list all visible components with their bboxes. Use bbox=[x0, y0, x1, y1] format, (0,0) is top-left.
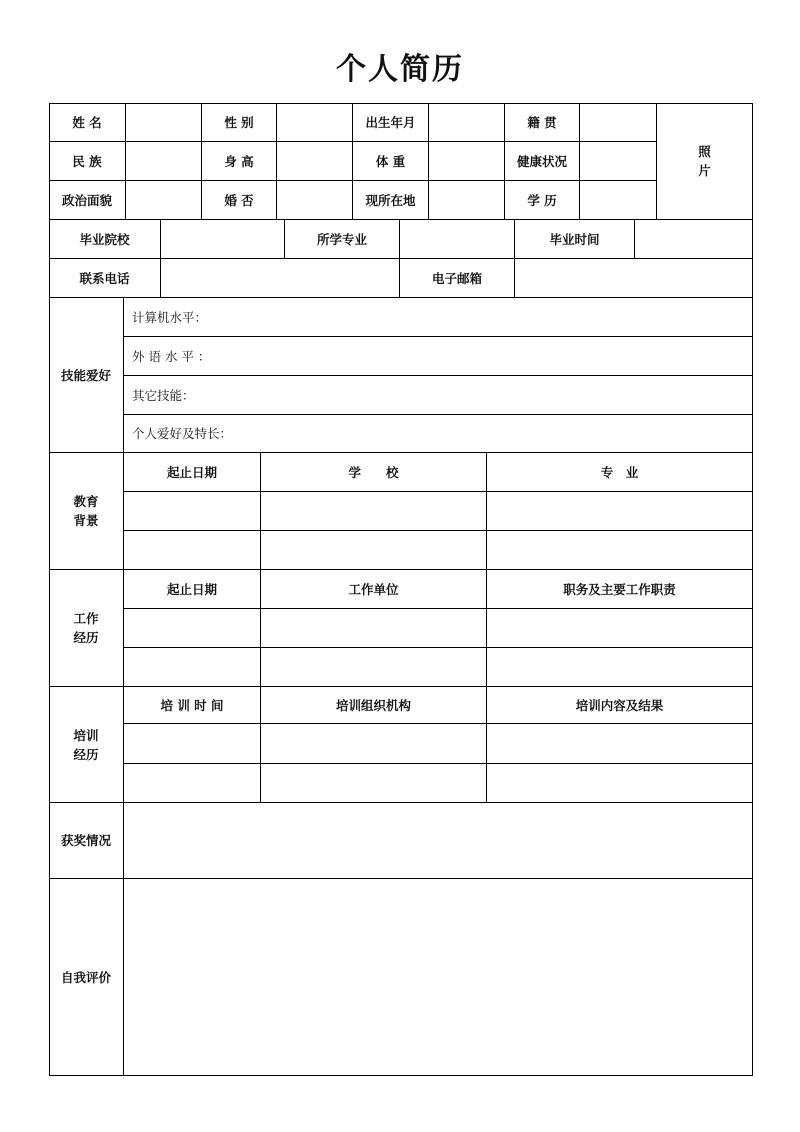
field-degree[interactable] bbox=[580, 181, 657, 220]
field-height[interactable] bbox=[277, 142, 353, 181]
work-cell[interactable] bbox=[261, 609, 487, 648]
field-origin[interactable] bbox=[580, 103, 657, 142]
train-col-result: 培训内容及结果 bbox=[487, 687, 753, 724]
field-phone[interactable] bbox=[161, 259, 400, 298]
label-birth: 出生年月 bbox=[353, 103, 429, 142]
edu-cell[interactable] bbox=[487, 531, 753, 570]
photo-box[interactable] bbox=[657, 103, 753, 220]
label-school: 毕业院校 bbox=[49, 220, 161, 259]
education-label-2: 背景 bbox=[73, 513, 99, 528]
skill-hobby[interactable]: 个人爱好及特长： bbox=[124, 415, 753, 453]
field-major[interactable] bbox=[400, 220, 515, 259]
work-cell[interactable] bbox=[261, 648, 487, 687]
work-label-1: 工作 bbox=[73, 611, 99, 626]
work-label-2: 经历 bbox=[73, 630, 99, 645]
label-self-eval: 自我评价 bbox=[49, 879, 124, 1076]
work-cell[interactable] bbox=[487, 609, 753, 648]
edu-cell[interactable] bbox=[124, 492, 261, 531]
education-label-1: 教育 bbox=[73, 494, 99, 509]
field-email[interactable] bbox=[515, 259, 753, 298]
label-training bbox=[49, 687, 124, 803]
field-gender[interactable] bbox=[277, 103, 353, 142]
page-title: 个人简历 bbox=[336, 52, 464, 87]
label-grad-time: 毕业时间 bbox=[515, 220, 635, 259]
skill-other[interactable]: 其它技能： bbox=[124, 376, 753, 415]
field-school[interactable] bbox=[161, 220, 285, 259]
label-weight: 体 重 bbox=[353, 142, 429, 181]
field-grad-time[interactable] bbox=[635, 220, 753, 259]
label-health: 健康状况 bbox=[505, 142, 580, 181]
label-major: 所学专业 bbox=[285, 220, 400, 259]
field-ethnic[interactable] bbox=[126, 142, 202, 181]
edu-cell[interactable] bbox=[124, 531, 261, 570]
work-col-duty: 职务及主要工作职责 bbox=[487, 570, 753, 609]
train-cell[interactable] bbox=[487, 724, 753, 764]
field-weight[interactable] bbox=[429, 142, 505, 181]
photo-label-2: 片 bbox=[698, 163, 711, 178]
field-location[interactable] bbox=[429, 181, 505, 220]
train-cell[interactable] bbox=[261, 764, 487, 803]
photo-label-1: 照 bbox=[698, 144, 711, 159]
label-work bbox=[49, 570, 124, 687]
edu-cell[interactable] bbox=[261, 492, 487, 531]
field-self-eval[interactable] bbox=[124, 879, 753, 1076]
label-email: 电子邮箱 bbox=[400, 259, 515, 298]
train-col-time: 培 训 时 间 bbox=[124, 687, 261, 724]
train-cell[interactable] bbox=[261, 724, 487, 764]
edu-col-major: 专 业 bbox=[487, 453, 753, 492]
label-degree: 学 历 bbox=[505, 181, 580, 220]
edu-col-date: 起止日期 bbox=[124, 453, 261, 492]
field-birth[interactable] bbox=[429, 103, 505, 142]
label-married: 婚 否 bbox=[202, 181, 277, 220]
label-height: 身 高 bbox=[202, 142, 277, 181]
train-cell[interactable] bbox=[124, 764, 261, 803]
field-politics[interactable] bbox=[126, 181, 202, 220]
train-col-org: 培训组织机构 bbox=[261, 687, 487, 724]
work-cell[interactable] bbox=[124, 648, 261, 687]
field-married[interactable] bbox=[277, 181, 353, 220]
label-awards: 获奖情况 bbox=[49, 803, 124, 879]
edu-cell[interactable] bbox=[261, 531, 487, 570]
training-label-1: 培训 bbox=[73, 727, 99, 743]
label-location: 现所在地 bbox=[353, 181, 429, 220]
label-skills: 技能爱好 bbox=[49, 298, 124, 453]
work-col-date: 起止日期 bbox=[124, 570, 261, 609]
field-name[interactable] bbox=[126, 103, 202, 142]
label-ethnic: 民 族 bbox=[49, 142, 126, 181]
work-cell[interactable] bbox=[487, 648, 753, 687]
label-politics: 政治面貌 bbox=[49, 181, 126, 220]
edu-col-school: 学 校 bbox=[261, 453, 487, 492]
work-col-company: 工作单位 bbox=[261, 570, 487, 609]
work-cell[interactable] bbox=[124, 609, 261, 648]
label-gender: 性 别 bbox=[202, 103, 277, 142]
edu-cell[interactable] bbox=[487, 492, 753, 531]
field-awards[interactable] bbox=[124, 803, 753, 879]
label-name: 姓 名 bbox=[49, 103, 126, 142]
label-phone: 联系电话 bbox=[49, 259, 161, 298]
train-cell[interactable] bbox=[124, 724, 261, 764]
train-cell[interactable] bbox=[487, 764, 753, 803]
skill-language[interactable]: 外 语 水 平 ： bbox=[124, 337, 753, 376]
field-health[interactable] bbox=[580, 142, 657, 181]
training-label-2: 经历 bbox=[73, 746, 99, 762]
label-education bbox=[49, 453, 124, 570]
skill-computer[interactable]: 计算机水平： bbox=[124, 298, 753, 337]
label-origin: 籍 贯 bbox=[505, 103, 580, 142]
